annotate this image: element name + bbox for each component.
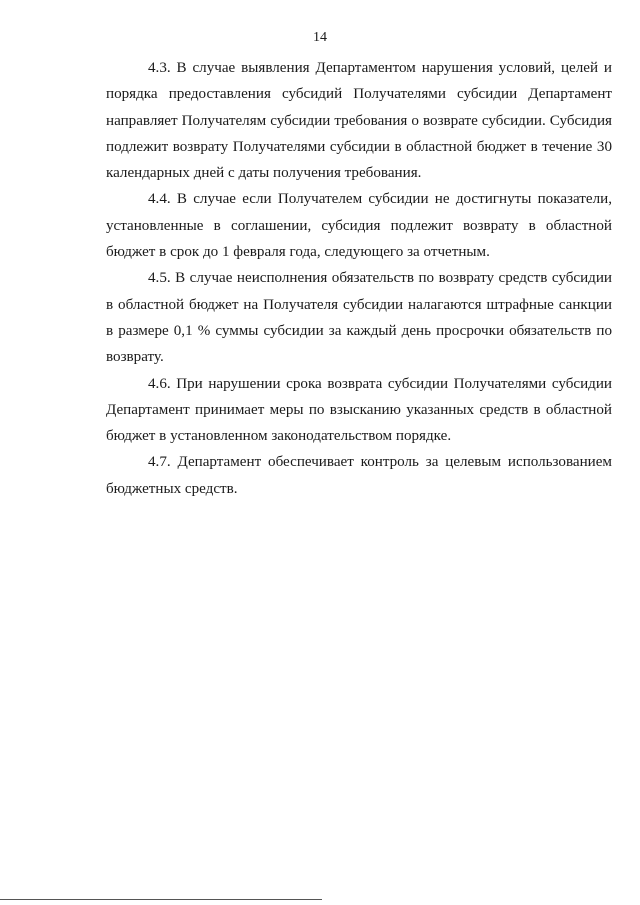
paragraph-4-5: 4.5. В случае неисполнения обязательств по возврату средств субсидии в областной бюджет на Получателя субсидии налагаются штрафные санкции в размере 0,1 % суммы субсидии за каждый день просрочки обязательств по возврату. bbox=[106, 270, 612, 366]
paragraph-4-4: 4.4. В случае если Получателем субсидии не достигнуты показатели, установленные в соглашении, субсидия подлежит возврату в областной бюджет в срок до 1 февраля года, следующего за отчетным. bbox=[106, 191, 612, 261]
paragraph-4-6: 4.6. При нарушении срока возврата субсидии Получателями субсидии Департамент принимает меры по взысканию указанных средств в областной бюджет в установленном законодательством порядке. bbox=[106, 375, 612, 445]
paragraph-4-3: 4.3. В случае выявления Департаментом нарушения условий, целей и порядка предоставления субсидий Получателями субсидии Департамент направляет Получателям субсидии требования о возврате субсидии. Субсидия подлежит возврату Получателями субсидии в областной бюджет в течение 30 календарных дней с даты получения требования. bbox=[106, 60, 612, 182]
page-number: 14 bbox=[313, 30, 327, 45]
paragraph-4-7: 4.7. Департамент обеспечивает контроль за целевым использованием бюджетных средств. bbox=[106, 454, 612, 497]
document-body bbox=[106, 55, 612, 502]
footer-rule bbox=[0, 899, 322, 900]
